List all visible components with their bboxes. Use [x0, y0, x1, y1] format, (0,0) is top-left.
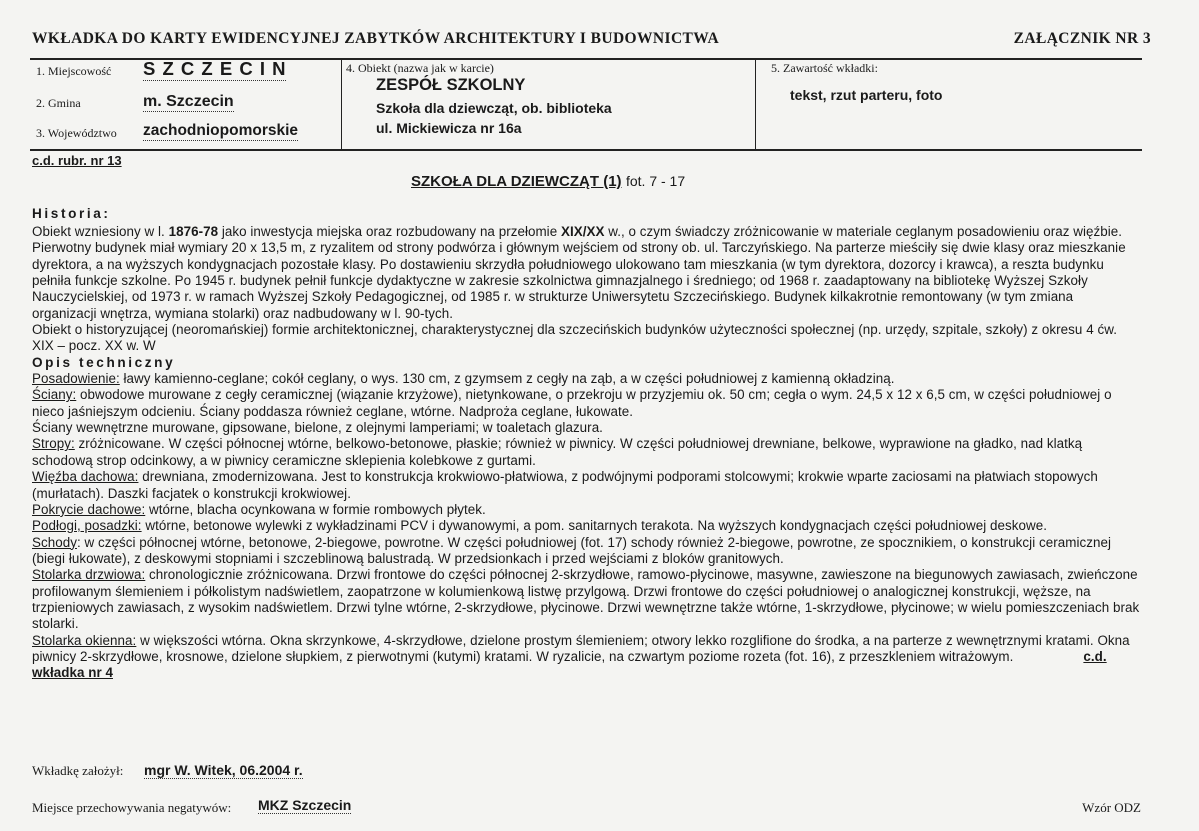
opis-item — [32, 567, 1140, 632]
field-miejscowosc — [36, 62, 111, 80]
historia-dates: 1876-78 — [168, 224, 219, 239]
opis-label: Schody — [32, 534, 77, 550]
obiekt-description: Szkoła dla dziewcząt, ob. biblioteka — [376, 100, 612, 116]
box-bottom-border — [30, 149, 1142, 151]
obiekt-name: ZESPÓŁ SZKOLNY — [376, 76, 526, 94]
opis-text: zróżnicowane. W części północnej wtórne, belkowo-betonowe, płaskie; również w piwnicy. W części południowej drewniane, belkowe, wyprawione na gładko, nad klatką schodową strop odcinkowy, a w piwnicy ceramiczne sklepienia kolebkowe z gurtami. — [32, 436, 1083, 468]
opis-label: Więźba dachowa: — [32, 469, 139, 485]
gmina-value: m. Szczecin — [143, 93, 234, 110]
opis-item — [32, 371, 1140, 387]
obiekt-address: ul. Mickiewicza nr 16a — [376, 120, 522, 136]
opis-item — [32, 502, 1140, 518]
opis-item — [32, 436, 1140, 469]
wojewodztwo-value: zachodniopomorskie — [143, 122, 299, 139]
opis-heading: Opis techniczny — [32, 354, 176, 370]
opis-text: obwodowe murowane z cegły ceramicznej (wiązanie krzyżowe), nietynkowane, o przekroju w przyzjemiu ok. 50 cm; cegła o wym. 24,5 x 12 x 6,5 cm, w części południowej o nieco jaśniejszym odcieniu. Ściany poddasza również ceglane, wtórne. Nadproża ceglane, łukowate. — [32, 387, 1112, 419]
section-title: SZKOŁA DLA DZIEWCZĄT (1) — [411, 173, 622, 190]
opis-label: Podłogi, posadzki: — [32, 518, 142, 534]
storage-label: Miejsce przechowywania negatywów: — [32, 800, 232, 815]
opis-item — [32, 633, 1140, 682]
opis-item — [32, 387, 1140, 420]
gmina-label: 2. Gmina — [36, 96, 81, 110]
opis-label: Stropy: — [32, 436, 75, 452]
opis-text: wtórne, betonowe wylewki z wykładzinami PCV i dywanowymi, a pom. sanitarnych terakota. Na wyższych kondygnacjach części południowej deskowe. — [141, 518, 1047, 534]
opis-text: wtórne, blacha ocynkowana w formie rombowych płytek. — [145, 501, 486, 517]
opis-text: : w części północnej wtórne, betonowe, 2-biegowe, powrotne. W części południowej (fot. 17) schody również 2-biegowe, powrotne, ze spocznikiem, o konstrukcji ceramicznej (biegi łukowate), z deskowymi stopniami i szczeblinową balustradą. W przedsionkach i przed wejściami z bloków granitowych. — [32, 534, 1111, 566]
box-divider-2 — [755, 59, 756, 150]
opis-label: Stolarka drzwiowa: — [32, 567, 146, 583]
historia-heading: Historia: — [32, 206, 111, 221]
historia-paragraph-1 — [32, 224, 1140, 322]
form-model: Wzór ODZ — [1082, 800, 1141, 815]
author-label: Wkładkę założył: — [32, 763, 124, 778]
attachment-number: ZAŁĄCZNIK NR 3 — [1013, 30, 1151, 47]
historia-century: XIX/XX — [560, 224, 605, 239]
zawartosc-value: tekst, rzut parteru, foto — [790, 87, 943, 103]
opis-text: ławy kamienno-ceglane; cokół ceglany, o wys. 130 cm, z gzymsem z cegły na ząb, a w części południowej z kamienną okładziną. — [119, 371, 895, 387]
opis-text: Ściany wewnętrzne murowane, gipsowane, bielone, z olejnymi lamperiami; w toaletach glazura. — [32, 420, 603, 436]
historia-paragraph-2: Obiekt o historyzującej (neoromańskiej) formie architektonicznej, charakterystycznej dla szczecińskich budynków użyteczności społecznej (np. urzędy, szpitale, szkoły) z okresu 4 ćw. XIX – pocz. XX w. W — [32, 322, 1117, 354]
opis-item — [32, 535, 1140, 568]
opis-item — [32, 469, 1140, 502]
opis-text: drewniana, zmodernizowana. Jest to konstrukcja krokwiowo-płatwiowa, z podwójnymi podporami stolcowymi; krokwie wparte zaciosami na płatwiach stopowych (murłatach). Daszki facjatek o konstrukcji krokwiowej. — [32, 469, 1098, 501]
document-body — [32, 224, 1140, 682]
storage-value: MKZ Szczecin — [258, 797, 352, 813]
opis-label: Pokrycie dachowe: — [32, 501, 146, 517]
opis-item — [32, 420, 1140, 436]
section-heading — [411, 173, 685, 191]
continued-note: c.d. wkładka nr 4 — [32, 648, 1107, 681]
opis-item — [32, 518, 1140, 534]
opis-label: Stolarka okienna: — [32, 632, 137, 648]
obiekt-label: 4. Obiekt (nazwa jak w karcie) — [346, 61, 494, 75]
opis-label: Posadowienie: — [32, 371, 120, 387]
zawartosc-label: 5. Zawartość wkładki: — [771, 61, 878, 75]
opis-text: w większości wtórna. Okna skrzynkowe, 4-skrzydłowe, dzielone prostym ślemieniem; otwory lekko rozglifione do środka, a na parterze z wewnętrznymi kratami. Okna piwnicy 2-skrzydłowe, krosnowe, dzielone słupkiem, z pierwotnymi (kutymi) kratami. W ryzalicie, na czwartym poziome rozeta (fot. 16), z przeszkleniem witrażowym. — [32, 632, 1130, 664]
miejscowosc-label: 1. Miejscowość — [36, 64, 112, 78]
author-value: mgr W. Witek, 06.2004 r. — [144, 762, 303, 778]
opis-text: chronologicznie zróżnicowana. Drzwi frontowe do części północnej 2-skrzydłowe, ramowo-płycinowe, masywne, zawieszone na biegunowych zawiasach, zwieńczone profilowanym ślemieniem i półkolistym nadświetlem, zaopatrzone w kolumienkową listwę przylgową. Drzwi frontowe do części południowej o analogicznej konstrukcji, węższe, na trzpieniowych zawiasach, z wysokim nadświetlem. Drzwi tylne wtórne, 2-skrzydłowe, płycinowe. Drzwi wewnętrzne także wtórne, 1-skrzydłowe, płycinowe; w wielu pomieszczeniach brak stolarki. — [32, 567, 1140, 632]
historia-text: w., o czym świadczy zróżnicowanie w materiale ceglanym posadowieniu oraz więźbie. Pierwotny budynek miał wymiary 20 x 13,5 m, z ryzalitem od strony podwórza i głównym wejściem od strony ob. ul. Tarczyńskiego. Na parterze mieściły się dwie klasy oraz mieszkanie dyrektora, a na wyższych kondygnacjach pozostałe klasy. Po dostawieniu skrzydła południowego ulokowano tam mieszkania (w tym dyrektora, dozorcy i krawca), a reszta budynku pełniła funkcje szkolne. Po 1945 r. budynek pełnił funkcje dydaktyczne w zakresie szkolnictwa gimnazjalnego i średniego; od 1968 r. zaadaptowany na bibliotekę Wyższej Szkoły Nauczycielskiej, od 1973 r. w ramach Wyższej Szkoły Pedagogicznej, od 1985 r. w strukturze Uniwersytetu Szczecińskiego. Budynek kilkakrotnie remontowany (w tym zmiana organizacji wnętrza, wymiana stolarki) oraz nadbudowany w l. 90-tych. — [32, 224, 1126, 321]
historia-text: jako inwestycja miejska oraz rozbudowany na przełomie — [218, 224, 561, 239]
historia-text: Obiekt wzniesiony w l. — [32, 224, 169, 239]
form-title: WKŁADKA DO KARTY EWIDENCYJNEJ ZABYTKÓW ARCHITEKTURY I BUDOWNICTWA — [32, 30, 720, 47]
opis-label: Ściany: — [32, 387, 77, 403]
continuation-note: c.d. rubr. nr 13 — [32, 153, 122, 168]
miejscowosc-value: S Z C Z E C I N — [143, 58, 287, 79]
section-photos: fot. 7 - 17 — [625, 173, 686, 189]
box-divider-1 — [341, 59, 342, 150]
wojewodztwo-label: 3. Województwo — [36, 126, 117, 140]
